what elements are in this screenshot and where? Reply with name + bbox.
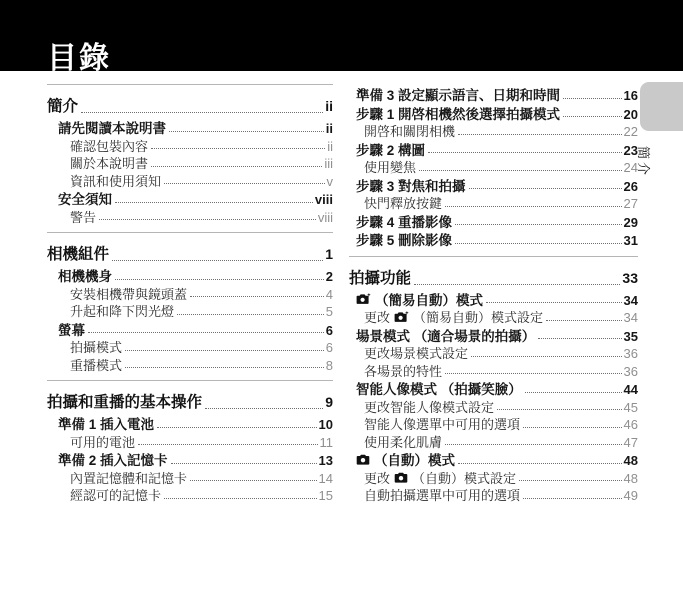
- toc-entry[interactable]: [47, 468, 333, 486]
- page-number: 24: [623, 160, 638, 175]
- page-number: 45: [623, 399, 638, 415]
- toc-entry[interactable]: [349, 361, 638, 379]
- toc-entry[interactable]: [349, 229, 638, 248]
- toc-entry[interactable]: [349, 121, 638, 139]
- dotted-leader: [455, 243, 622, 244]
- auto-mode-icon: [394, 472, 408, 483]
- toc-entry-label: 開啓和關閉相機: [364, 124, 456, 139]
- dotted-leader: [112, 260, 323, 261]
- dotted-leader: [428, 152, 622, 153]
- toc-entry[interactable]: [47, 319, 333, 338]
- toc-section: [47, 84, 333, 224]
- toc-entry-label: 螢幕: [58, 322, 85, 338]
- page-number: 34: [623, 310, 638, 325]
- page-number: 10: [318, 417, 333, 432]
- page-number: 5: [325, 304, 333, 319]
- dotted-leader: [469, 188, 622, 189]
- section-divider: [349, 256, 638, 257]
- toc-entry-label: 快門釋放按鍵: [364, 196, 443, 211]
- toc-entry-label: 智能人像模式 （拍攝笑臉）: [356, 382, 522, 397]
- dotted-leader: [99, 219, 316, 220]
- toc-entry[interactable]: [349, 175, 638, 194]
- toc-entry[interactable]: [349, 343, 638, 361]
- toc-entry-label: 拍攝和重播的基本操作: [47, 394, 203, 411]
- page-number: 13: [318, 453, 333, 468]
- toc-section: [349, 256, 638, 503]
- toc-entry[interactable]: [349, 325, 638, 344]
- toc-entry[interactable]: [349, 103, 638, 122]
- dotted-leader: [445, 444, 622, 445]
- page-number: 33: [622, 269, 638, 286]
- dotted-leader: [525, 392, 622, 393]
- dotted-leader: [445, 206, 622, 207]
- dotted-leader: [115, 279, 324, 280]
- dotted-leader: [471, 356, 622, 357]
- toc-entry-label: 更改智能人像模式設定: [364, 399, 495, 415]
- toc-entry-label: 自動拍攝選單中可用的選項: [364, 488, 521, 503]
- toc-entry[interactable]: [349, 485, 638, 503]
- toc-entry-label: 安裝相機帶與鏡頭蓋: [70, 286, 188, 302]
- dotted-leader: [538, 338, 621, 339]
- toc-entry[interactable]: [349, 139, 638, 158]
- dotted-leader: [419, 170, 622, 171]
- dotted-leader: [169, 131, 324, 132]
- page-number: 46: [623, 417, 638, 432]
- page-number: 8: [325, 357, 333, 373]
- dotted-leader: [523, 427, 622, 428]
- easy-auto-mode-icon: [356, 293, 371, 305]
- toc-entry-label: 經認可的記憶卡: [70, 488, 162, 503]
- page-number: 35: [623, 328, 638, 344]
- easy-auto-mode-icon: [394, 311, 409, 323]
- toc-entry[interactable]: [47, 284, 333, 302]
- toc-entry[interactable]: [47, 242, 333, 265]
- toc-entry[interactable]: [47, 136, 333, 154]
- toc-entry-label: 可用的電池: [70, 434, 136, 450]
- dotted-leader: [546, 320, 622, 321]
- toc-entry-label: 請先閱讀本說明書: [58, 121, 166, 136]
- toc-entry-label: 場景模式 （適合場景的拍攝）: [356, 328, 536, 344]
- page-number: 22: [623, 124, 638, 139]
- page-number: 36: [623, 363, 638, 379]
- dotted-leader: [563, 116, 622, 117]
- toc-entry[interactable]: [349, 397, 638, 415]
- toc-entry[interactable]: [349, 211, 638, 230]
- page-number: 47: [623, 434, 638, 450]
- dotted-leader: [445, 373, 622, 374]
- toc-entry-label: （簡易自動）模式設定: [413, 310, 544, 325]
- toc-entry-label: 重播模式: [70, 357, 123, 373]
- dotted-leader: [563, 98, 622, 99]
- dotted-leader: [177, 314, 324, 315]
- toc-entry[interactable]: [47, 355, 333, 373]
- toc-entry-label: 步驟 5 刪除影像: [356, 233, 453, 248]
- dotted-leader: [171, 463, 317, 464]
- dotted-leader: [414, 284, 620, 285]
- toc-entry[interactable]: [47, 337, 333, 355]
- dotted-leader: [138, 444, 317, 445]
- toc-entry-prefix: 更改: [364, 470, 391, 486]
- auto-mode-icon: [356, 454, 370, 465]
- toc-entry[interactable]: [349, 193, 638, 211]
- page-number: 6: [325, 322, 333, 338]
- page-number: 1: [325, 246, 333, 262]
- toc-entry[interactable]: [47, 153, 333, 171]
- toc-entry[interactable]: [349, 157, 638, 175]
- chapter-tab[interactable]: [640, 82, 683, 131]
- page-number: ii: [325, 121, 333, 136]
- section-divider: [47, 84, 333, 85]
- toc-entry-label: 安全須知: [58, 192, 112, 207]
- dotted-leader: [81, 112, 323, 113]
- page-number: v: [326, 173, 333, 189]
- toc-entry[interactable]: [47, 207, 333, 225]
- section-divider: [47, 380, 333, 381]
- toc-entry[interactable]: [47, 390, 333, 413]
- toc-entry-label: 相機組件: [47, 246, 110, 263]
- page-number: 9: [325, 394, 333, 410]
- toc-entry[interactable]: [47, 449, 333, 468]
- toc-entry[interactable]: [47, 432, 333, 450]
- toc-entry-label: 警告: [70, 209, 97, 225]
- dotted-leader: [125, 350, 324, 351]
- page-number: 26: [623, 178, 638, 194]
- toc-entry-label: （自動）模式: [374, 453, 455, 468]
- toc-column-right: [349, 84, 638, 503]
- toc-entry-label: 各場景的特性: [364, 363, 443, 379]
- toc-entry[interactable]: [349, 84, 638, 103]
- page-number: 34: [623, 292, 638, 308]
- toc-entry-label: 更改場景模式設定: [364, 346, 469, 361]
- toc-entry-label: 使用變焦: [364, 160, 417, 175]
- dotted-leader: [486, 302, 622, 303]
- toc-section: [349, 84, 638, 248]
- toc-entry[interactable]: [47, 171, 333, 189]
- toc-entry-label: 步驟 4 重播影像: [356, 214, 453, 230]
- toc-entry[interactable]: [349, 449, 638, 468]
- toc-entry[interactable]: [349, 289, 638, 308]
- dotted-leader: [115, 202, 313, 203]
- toc-entry[interactable]: [47, 301, 333, 319]
- toc-entry-label: 相機機身: [58, 269, 112, 284]
- toc-entry-label: 準備 3 設定顯示語言、日期和時間: [356, 88, 561, 103]
- page-number: 16: [623, 88, 638, 103]
- page-number: 27: [623, 196, 638, 211]
- toc-entry-label: 內置記憶體和記憶卡: [70, 470, 188, 486]
- page-number: 44: [623, 382, 638, 397]
- page-number: 6: [325, 340, 333, 355]
- page-number: 36: [623, 346, 638, 361]
- page-number: viii: [314, 192, 333, 207]
- toc-section: [47, 232, 333, 372]
- toc-entry[interactable]: [47, 413, 333, 432]
- dotted-leader: [523, 498, 622, 499]
- dotted-leader: [190, 296, 324, 297]
- page-number: iii: [324, 156, 333, 171]
- dotted-leader: [125, 367, 324, 368]
- page-number: 4: [325, 286, 333, 302]
- toc-entry-label: 資訊和使用須知: [70, 173, 162, 189]
- toc-entry[interactable]: [47, 94, 333, 117]
- toc-entry[interactable]: [349, 307, 638, 325]
- toc-entry[interactable]: [349, 468, 638, 486]
- toc-entry-label: 關於本說明書: [70, 156, 149, 171]
- toc-entry-label: 步驟 2 構圖: [356, 142, 426, 158]
- toc-entry-label: 拍攝模式: [70, 340, 123, 355]
- dotted-leader: [458, 134, 622, 135]
- page-number: 14: [318, 470, 333, 486]
- toc-entry-label: 使用柔化肌膚: [364, 434, 443, 450]
- toc-entry-label: 升起和降下閃光燈: [70, 304, 175, 319]
- page-number: 48: [623, 470, 638, 486]
- page-number: 20: [623, 106, 638, 122]
- toc-entry-label: 拍攝功能: [349, 269, 412, 287]
- page-number: 15: [318, 488, 333, 503]
- toc-entry[interactable]: [349, 414, 638, 432]
- page-number: 11: [319, 434, 333, 450]
- page-number: 48: [623, 453, 638, 468]
- dotted-leader: [190, 480, 317, 481]
- dotted-leader: [458, 463, 622, 464]
- page-title: 目錄: [47, 42, 111, 76]
- dotted-leader: [157, 427, 317, 428]
- toc-entry-label: 準備 1 插入電池: [58, 417, 155, 432]
- dotted-leader: [164, 183, 324, 184]
- toc-entry[interactable]: [47, 485, 333, 503]
- toc-entry-label: （簡易自動）模式: [375, 292, 483, 308]
- dotted-leader: [151, 148, 325, 149]
- toc-entry-label: 智能人像選單中可用的選項: [364, 417, 521, 432]
- toc-entry[interactable]: [349, 432, 638, 450]
- toc-column-left: [47, 84, 333, 503]
- page-number: ii: [327, 138, 333, 154]
- toc-entry-label: 步驟 1 開啓相機然後選擇拍攝模式: [356, 106, 561, 122]
- page-number: 31: [623, 233, 638, 248]
- page-number: viii: [317, 209, 333, 225]
- section-divider: [47, 232, 333, 233]
- page-number: 2: [325, 269, 333, 284]
- page-number: ii: [325, 98, 333, 114]
- toc-entry-label: （自動）模式設定: [412, 470, 517, 486]
- dotted-leader: [164, 498, 317, 499]
- toc-entry[interactable]: [47, 265, 333, 284]
- toc-entry-label: 簡介: [47, 98, 79, 115]
- chapter-tab-label: 簡介: [636, 146, 651, 179]
- toc-entry-label: 確認包裝內容: [70, 138, 149, 154]
- dotted-leader: [455, 224, 622, 225]
- toc-entry[interactable]: [47, 188, 333, 207]
- dotted-leader: [151, 166, 322, 167]
- toc-entry[interactable]: [349, 266, 638, 289]
- toc-entry[interactable]: [349, 378, 638, 397]
- page-number: 29: [623, 214, 638, 230]
- toc-entry-label: 步驟 3 對焦和拍攝: [356, 178, 466, 194]
- toc-section: [47, 380, 333, 503]
- toc-entry[interactable]: [47, 117, 333, 136]
- dotted-leader: [205, 408, 323, 409]
- dotted-leader: [519, 480, 622, 481]
- page-number: 49: [623, 488, 638, 503]
- dotted-leader: [497, 409, 622, 410]
- toc-entry-label: 準備 2 插入記憶卡: [58, 453, 168, 468]
- header-band: [0, 0, 683, 76]
- toc-entry-prefix: 更改: [364, 310, 391, 325]
- page-number: 23: [623, 142, 638, 158]
- dotted-leader: [88, 332, 324, 333]
